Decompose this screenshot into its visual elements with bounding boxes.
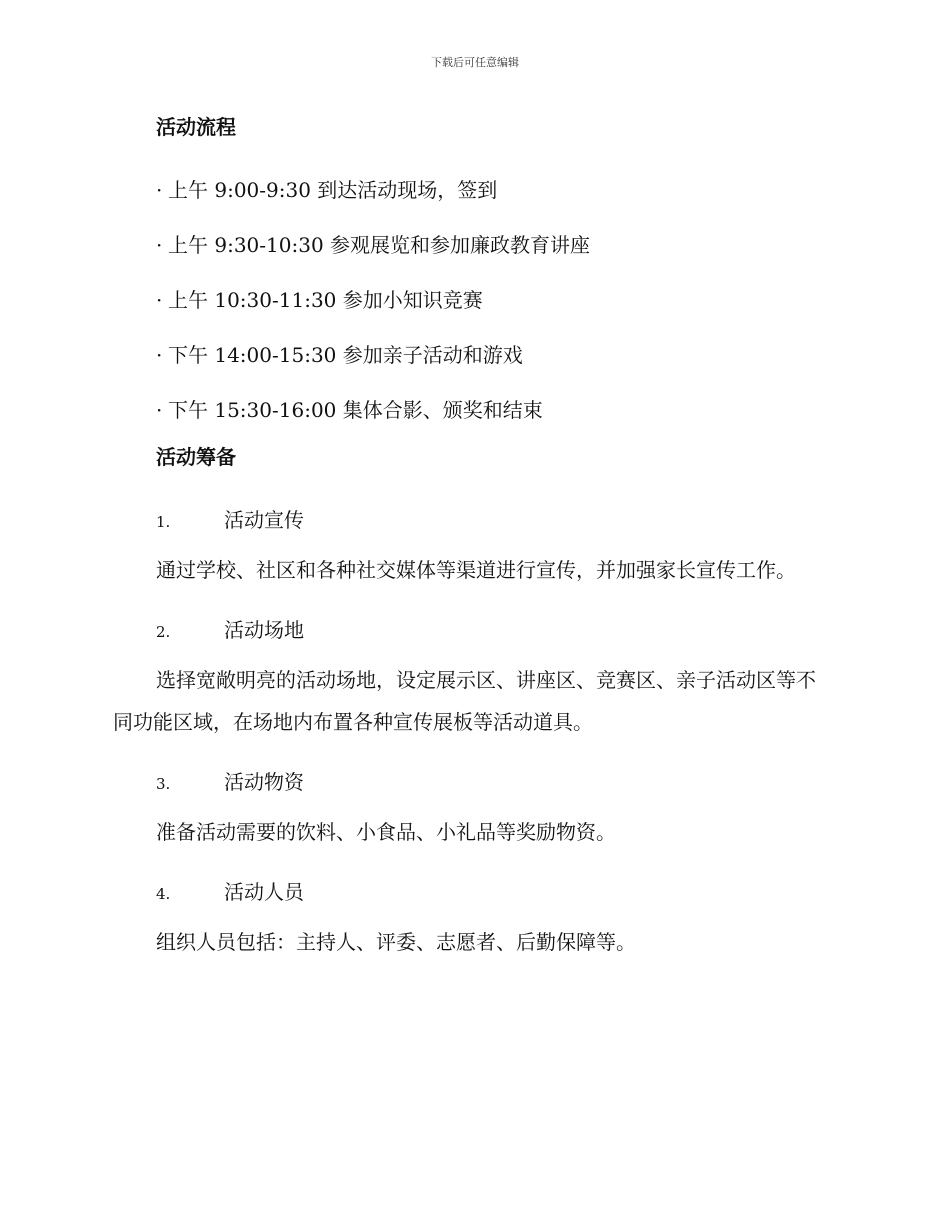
bullet-icon: ·	[156, 288, 163, 312]
prep-item-heading	[156, 755, 833, 809]
bullet-icon: ·	[156, 398, 163, 422]
prep-item-body: 组织人员包括：主持人、评委、志愿者、后勤保障等。	[156, 930, 636, 954]
prep-item-body: 选择宽敞明亮的活动场地，设定展示区、讲座区、竞赛区、亲子活动区等不同功能区域，在场地内布置各种宣传展板等活动道具。	[113, 668, 816, 734]
document-body	[113, 108, 833, 975]
section-heading-flow: 活动流程	[156, 115, 236, 139]
flow-item	[156, 383, 833, 438]
prep-item-title: 活动场地	[224, 618, 304, 642]
prep-item-title: 活动物资	[224, 770, 304, 794]
flow-item-text: 下午 15:30-16:00 集体合影、颁奖和结束	[168, 398, 543, 422]
prep-item-heading	[156, 493, 833, 547]
prep-item-number: 2.	[156, 623, 171, 641]
prep-item-number: 1.	[156, 513, 171, 531]
flow-item-text: 上午 10:30-11:30 参加小知识竞赛	[168, 288, 483, 312]
flow-item-text: 上午 9:00-9:30 到达活动现场，签到	[168, 178, 498, 202]
prep-item-title: 活动人员	[224, 880, 304, 904]
page-header-note: 下载后可任意编辑	[431, 56, 519, 69]
prep-item-number: 4.	[156, 885, 171, 903]
bullet-icon: ·	[156, 233, 163, 257]
flow-item	[156, 163, 833, 218]
flow-item	[156, 218, 833, 273]
prep-item-heading	[156, 603, 833, 657]
flow-item-text: 上午 9:30-10:30 参观展览和参加廉政教育讲座	[168, 233, 591, 257]
prep-item-number: 3.	[156, 775, 171, 793]
prep-item-title: 活动宣传	[224, 508, 304, 532]
prep-item-body: 准备活动需要的饮料、小食品、小礼品等奖励物资。	[156, 820, 616, 844]
flow-item	[156, 273, 833, 328]
prep-item-heading	[156, 865, 833, 919]
flow-item-text: 下午 14:00-15:30 参加亲子活动和游戏	[168, 343, 523, 367]
bullet-icon: ·	[156, 178, 163, 202]
bullet-icon: ·	[156, 343, 163, 367]
flow-list	[113, 163, 833, 438]
flow-item	[156, 328, 833, 383]
section-heading-prep: 活动筹备	[156, 445, 236, 469]
prep-item-body: 通过学校、社区和各种社交媒体等渠道进行宣传，并加强家长宣传工作。	[156, 558, 796, 582]
